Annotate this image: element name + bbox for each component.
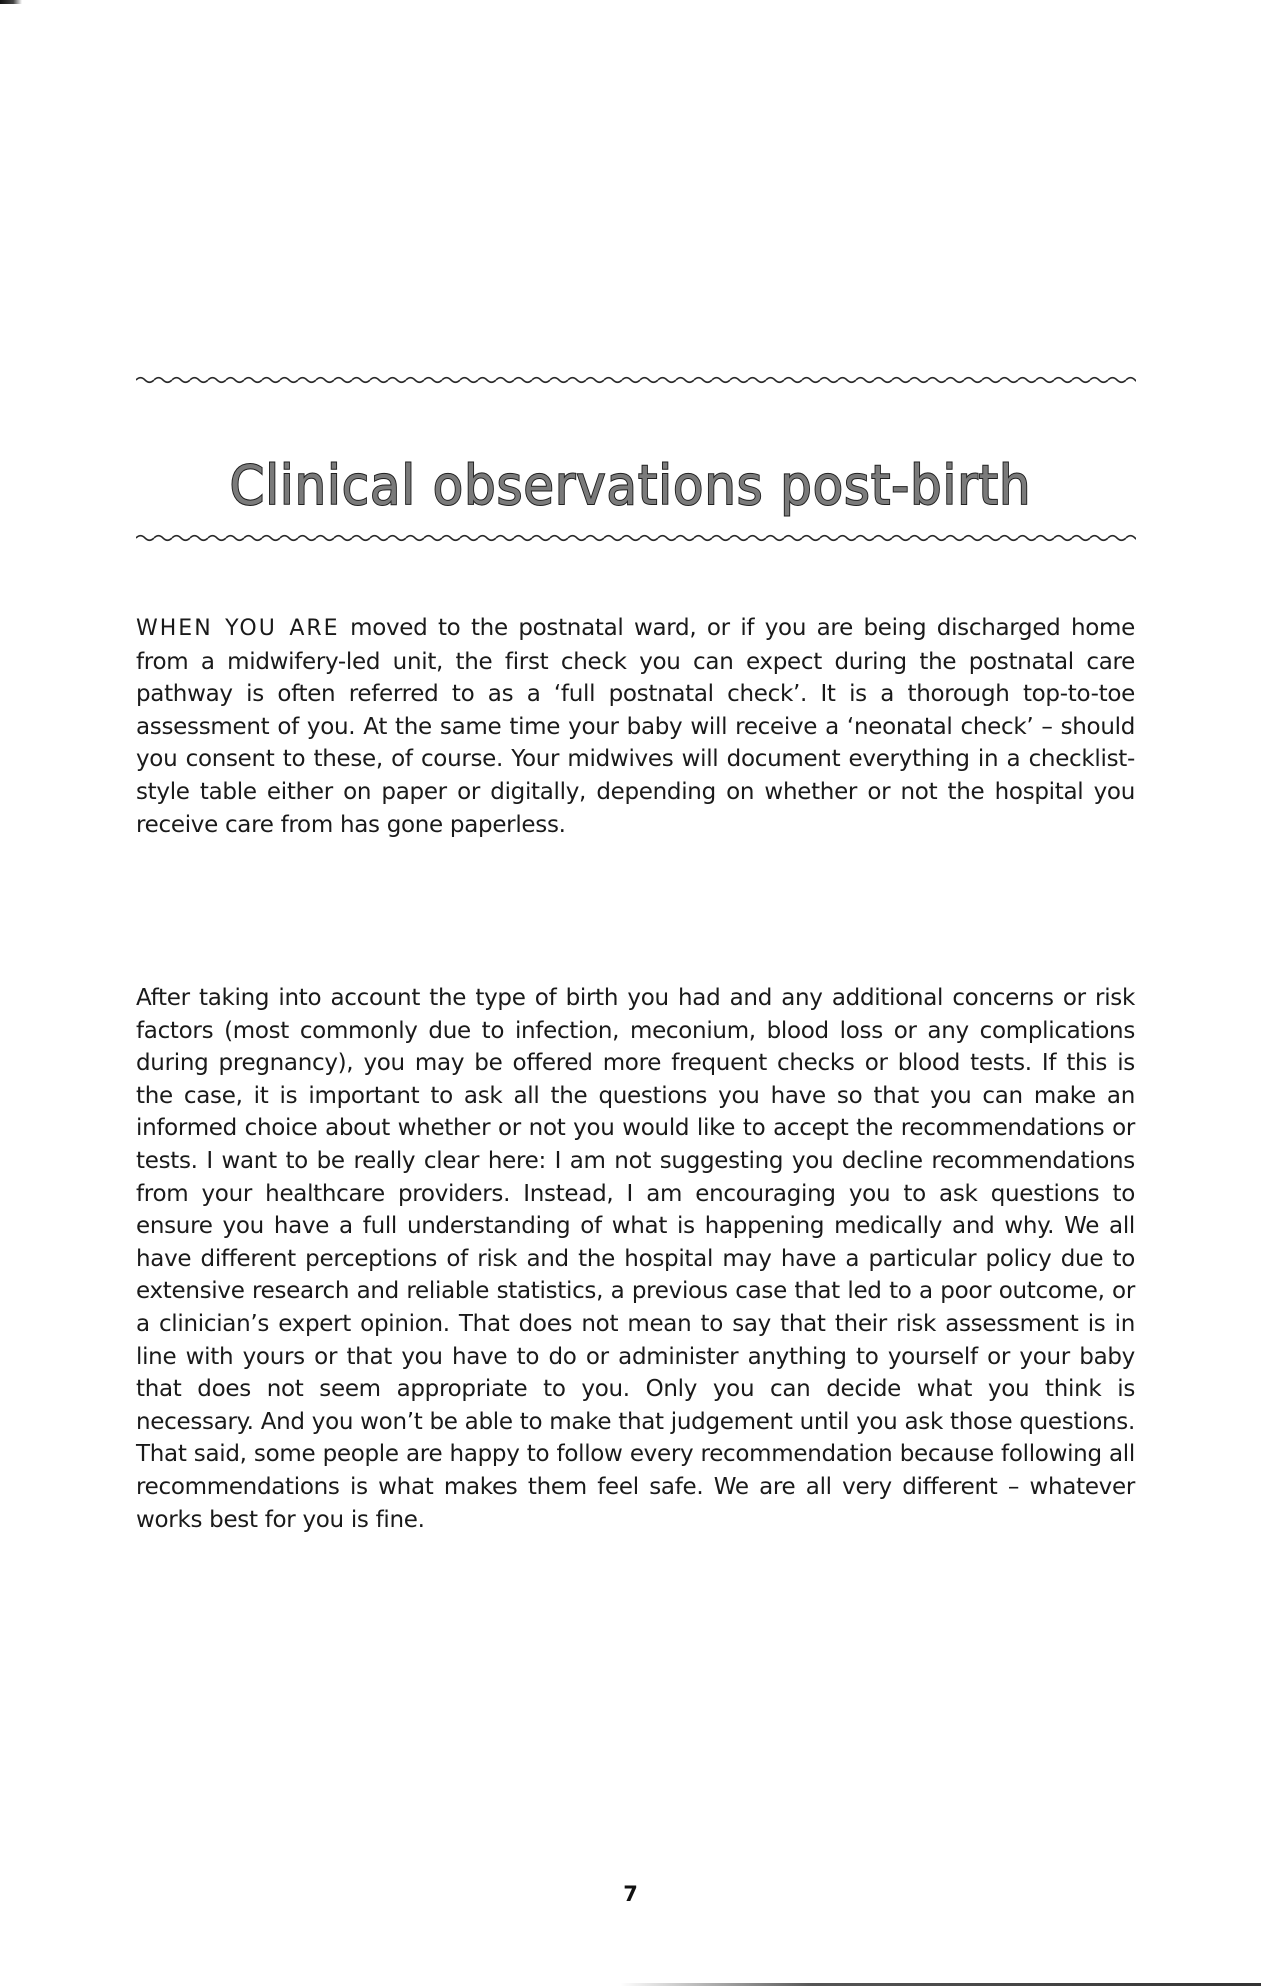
- paragraph-lead-in: WHEN YOU ARE: [136, 616, 340, 641]
- chapter-title: Clinical observations post-birth: [229, 454, 1032, 518]
- paragraph-1-text: moved to the postnatal ward, or if you are being discharged home from a midwifery-led unit, the first check you can expect during the postnatal care pathway is often referred to as a ‘full postnatal check’. It is a thorough top-to-toe assessment of you. At the same time your baby will receive a ‘neonatal check’ – should you consent to these, of course. Your midwives will document everything in a checklist-style table either on paper or digitally, depending on whether or not the hospital you receive care from has gone paperless.: [136, 615, 1135, 838]
- paragraph-2: [136, 982, 1135, 1536]
- page-number: 7: [623, 1882, 638, 1906]
- scan-corner-mark: [0, 0, 22, 4]
- wavy-rule-bottom: [136, 533, 1136, 543]
- paragraph-1: [136, 612, 1135, 841]
- wavy-rule-top: [136, 375, 1136, 385]
- paragraph-2-text: After taking into account the type of birth you had and any additional concerns or risk factors (most commonly due to infection, meconium, blood loss or any complications during pregnancy), you may be offered more frequent checks or blood tests. If this is the case, it is important to ask all the questions you have so that you can make an informed choice about whether or not you would like to accept the recommendations or tests. I want to be really clear here: I am not suggesting you decline recommendations from your healthcare providers. Instead, I am encouraging you to ask questions to ensure you have a full understanding of what is happening medically and why. We all have different perceptions of risk and the hospital may have a particular policy due to extensive research and reliable statistics, a previous case that led to a poor outcome, or a clinician’s expert opinion. That does not mean to say that their risk assessment is in line with yours or that you have to do or administer anything to yourself or your baby that does not seem appropriate to you. Only you can decide what you think is necessary. And you won’t be able to make that judgement until you ask those questions. That said, some people are happy to follow every recommendation because following all recommendations is what makes them feel safe. We are all very different – whatever works best for you is fine.: [136, 985, 1135, 1533]
